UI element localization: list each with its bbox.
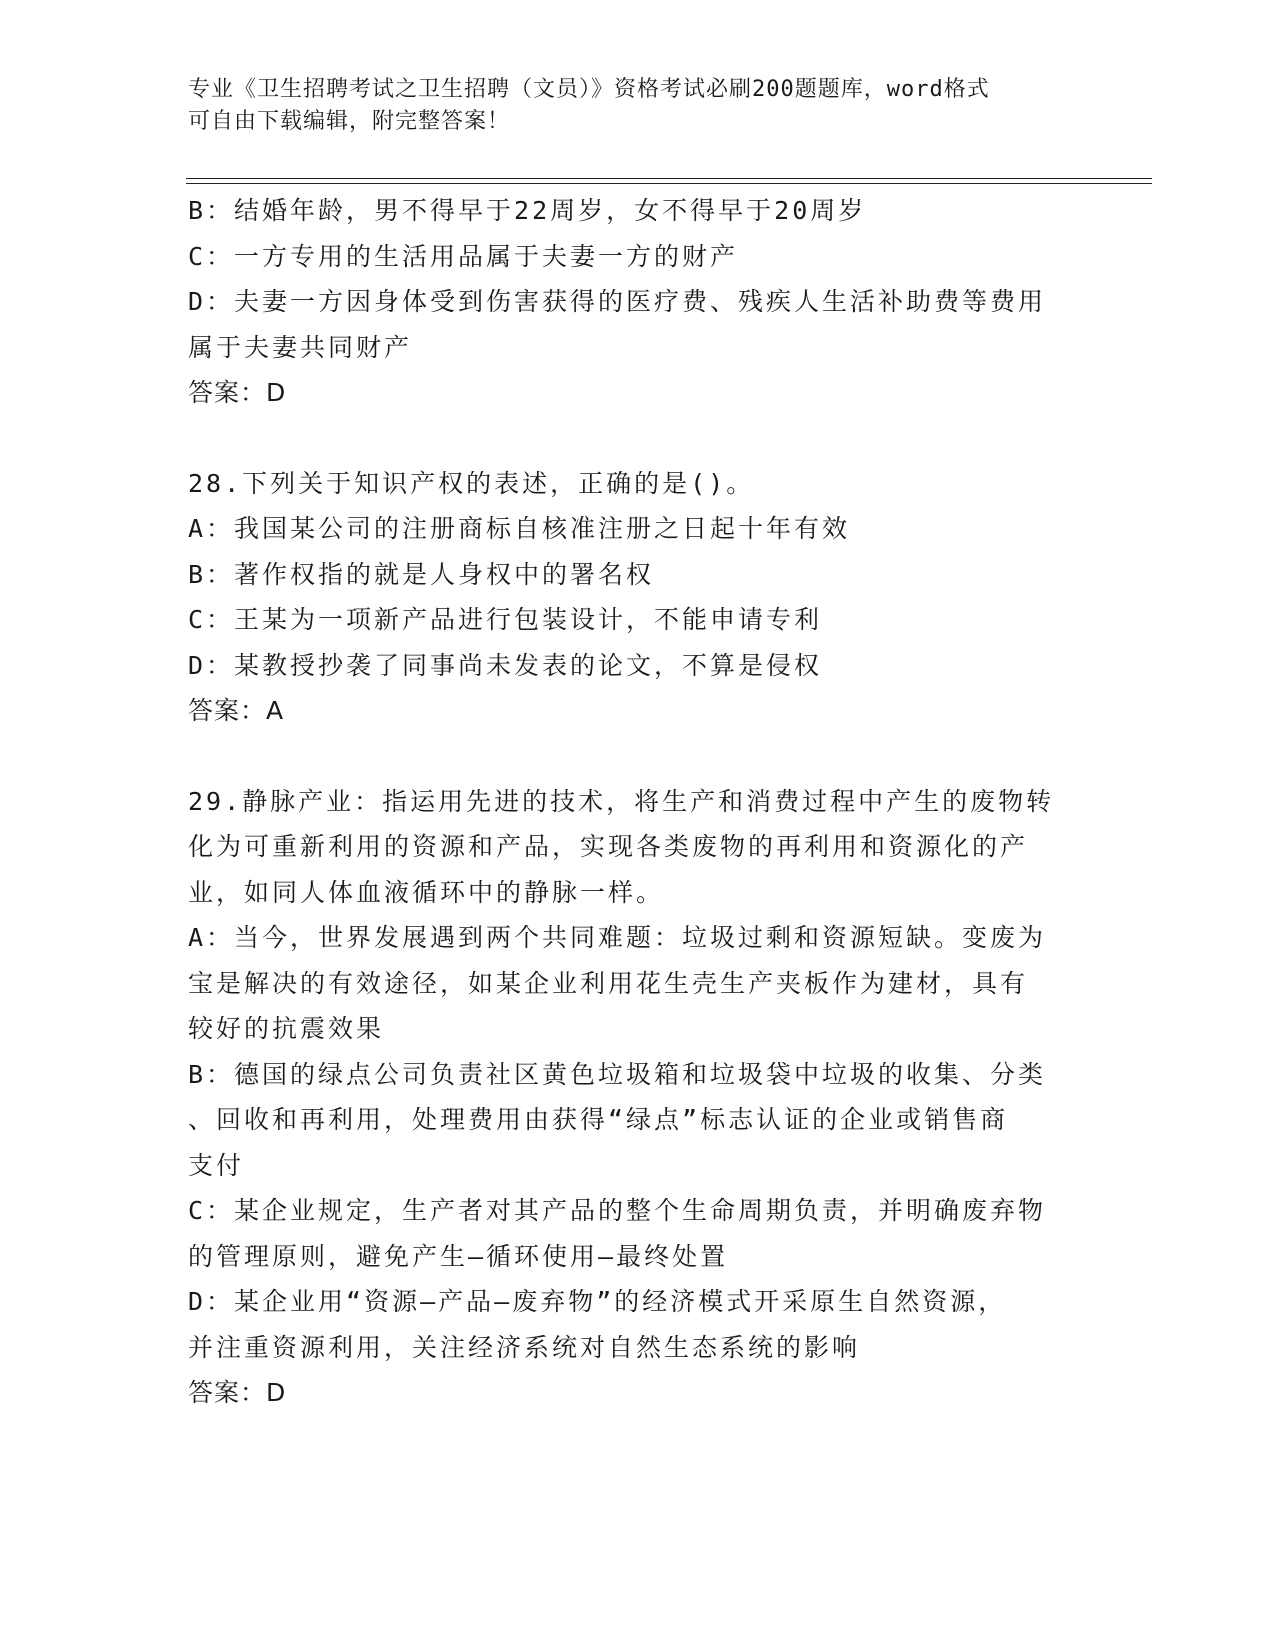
question-spacer	[188, 734, 1088, 779]
q29-option-b-line-2: 、回收和再利用，处理费用由获得“绿点”标志认证的企业或销售商	[188, 1105, 1009, 1134]
q29-stem-line-1: 29.静脉产业：指运用先进的技术，将生产和消费过程中产生的废物转	[188, 786, 1055, 816]
q29-option-a-line-3: 较好的抗震效果	[188, 1014, 385, 1043]
q29-option-a-line-1: A：当今，世界发展遇到两个共同难题：垃圾过剩和资源短缺。变废为	[188, 923, 1047, 952]
q28-option-c: C：王某为一项新产品进行包装设计，不能申请专利	[188, 605, 823, 634]
q29-option-b-line-3: 支付	[188, 1150, 245, 1180]
q28-answer: 答案：A	[188, 696, 285, 725]
q29-option-b-line-1: B：德国的绿点公司负责社区黄色垃圾箱和垃圾袋中垃圾的收集、分类	[188, 1059, 1047, 1089]
header-title-line-2: 可自由下载编辑，附完整答案！	[188, 109, 511, 134]
q27-answer: 答案：D	[188, 378, 287, 407]
q27-option-d-line-2: 属于夫妻共同财产	[188, 332, 413, 362]
question-29	[188, 779, 1088, 1416]
q27-option-b: B：结婚年龄，男不得早于22周岁，女不得早于20周岁	[188, 196, 867, 225]
q29-stem-line-3: 业，如同人体血液循环中的静脉一样。	[188, 877, 665, 907]
question-28	[188, 461, 1088, 734]
question-27-continuation	[188, 188, 1088, 416]
q29-option-c-line-2: 的管理原则，避免产生—循环使用—最终处置	[188, 1241, 729, 1271]
header-title-line-1: 专业《卫生招聘考试之卫生招聘（文员）》资格考试必刷200题题库，word格式	[188, 77, 990, 102]
q28-option-b: B：著作权指的就是人身权中的署名权	[188, 559, 655, 589]
document-header	[188, 74, 1088, 138]
q28-stem: 28.下列关于知识产权的表述，正确的是()。	[188, 468, 755, 498]
q27-option-c: C：一方专用的生活用品属于夫妻一方的财产	[188, 241, 739, 271]
q29-option-a-line-2: 宝是解决的有效途径，如某企业利用花生壳生产夹板作为建材，具有	[188, 968, 1029, 998]
question-spacer	[188, 416, 1088, 461]
q28-option-d: D：某教授抄袭了同事尚未发表的论文，不算是侵权	[188, 650, 823, 680]
header-divider-top	[186, 178, 1152, 179]
q29-option-d-line-1: D：某企业用“资源—产品—废弃物”的经济模式开采原生自然资源，	[188, 1287, 1007, 1316]
document-body	[188, 188, 1088, 1416]
q29-option-d-line-2: 并注重资源利用，关注经济系统对自然生态系统的影响	[188, 1332, 861, 1362]
q27-option-d-line-1: D：夫妻一方因身体受到伤害获得的医疗费、残疾人生活补助费等费用	[188, 287, 1047, 316]
q29-option-c-line-1: C：某企业规定，生产者对其产品的整个生命周期负责，并明确废弃物	[188, 1196, 1047, 1225]
q29-stem-line-2: 化为可重新利用的资源和产品，实现各类废物的再利用和资源化的产	[188, 832, 1029, 861]
header-divider-bottom	[186, 183, 1152, 184]
q28-option-a: A：我国某公司的注册商标自核准注册之日起十年有效	[188, 514, 851, 543]
q29-answer: 答案：D	[188, 1378, 287, 1407]
